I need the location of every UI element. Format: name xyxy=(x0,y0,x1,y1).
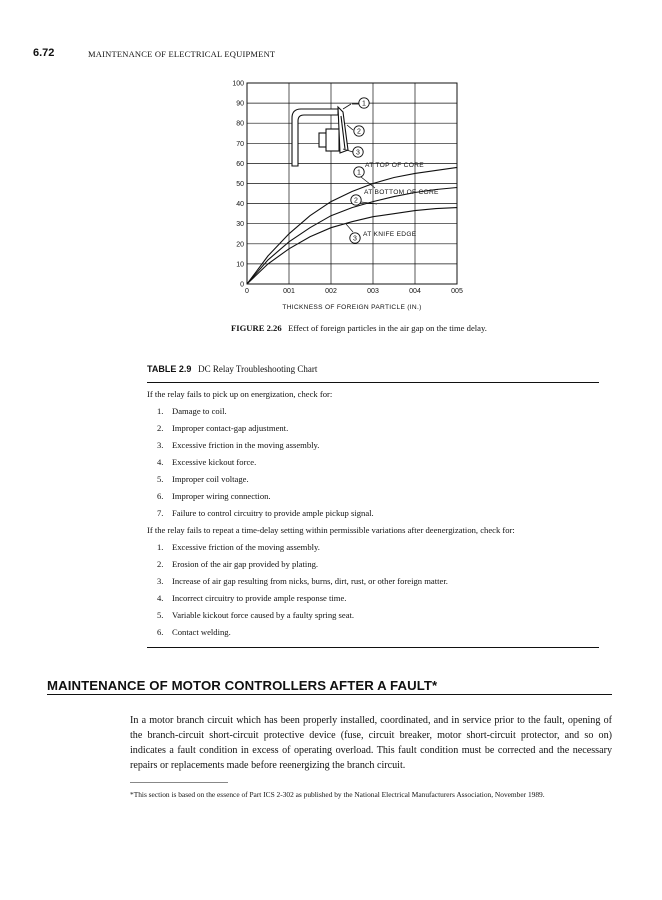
checklist-item xyxy=(147,626,602,643)
checklist-item xyxy=(147,456,602,473)
table-top-rule xyxy=(147,382,599,383)
x-axis-label: THICKNESS OF FOREIGN PARTICLE (IN.) xyxy=(282,304,422,311)
callout-1-text: 1 xyxy=(362,100,366,108)
series-line-1 xyxy=(247,167,457,284)
checklist-pickup xyxy=(147,405,602,524)
checklist-item-number: 6. xyxy=(157,627,164,637)
section-heading: MAINTENANCE OF MOTOR CONTROLLERS AFTER A FAULT* xyxy=(47,678,438,693)
checklist-item-text: Excessive friction of the moving assembly. xyxy=(172,542,320,552)
checklist-item-number: 3. xyxy=(157,440,164,450)
checklist-item-text: Increase of air gap resulting from nicks, burns, dirt, rust, or other foreign matter. xyxy=(172,576,448,586)
x-tick-label: 004 xyxy=(409,288,421,295)
section-paragraph: In a motor branch circuit which has been properly installed, coordinated, and in service prior to the fault, opening of the branch-circuit short-circuit protective device (fuse, circuit breaker, motor short-circuit protector, and so on) indicates a fault condition in excess of operating overload. This fault condition must be corrected and the necessary repairs or replacements made before reenergizing the branch circuit. xyxy=(130,715,612,771)
x-tick-label: 002 xyxy=(325,288,337,295)
checklist-item xyxy=(147,507,602,524)
checklist-item-number: 7. xyxy=(157,508,164,518)
checklist-item-text: Improper wiring connection. xyxy=(172,491,271,501)
table-title xyxy=(147,364,317,374)
y-tick-label: 0 xyxy=(240,281,244,289)
x-tick-label: 0 xyxy=(245,288,249,295)
table-caption: DC Relay Troubleshooting Chart xyxy=(198,364,318,374)
y-tick-label: 60 xyxy=(236,160,244,168)
y-tick-label: 50 xyxy=(236,181,244,188)
series-3-label: AT KNIFE EDGE xyxy=(363,231,417,238)
checklist-item xyxy=(147,490,602,507)
checklist-item-number: 2. xyxy=(157,423,164,433)
series-label-bottom-of-core xyxy=(351,189,439,205)
checklist-item-text: Variable kickout force caused by a faulty spring seat. xyxy=(172,610,355,620)
checklist-item-text: Incorrect circuitry to provide ample response time. xyxy=(172,593,347,603)
checklist-item xyxy=(147,422,602,439)
section-heading-rule xyxy=(47,694,612,695)
checklist-item-text: Contact welding. xyxy=(172,627,231,637)
callout-3-top xyxy=(353,147,363,157)
y-tick-label: 80 xyxy=(236,120,244,128)
series-line-3 xyxy=(247,208,457,284)
checklist-item xyxy=(147,575,602,592)
series-label-knife-edge xyxy=(346,224,417,243)
checklist-item-number: 1. xyxy=(157,542,164,552)
checklist-item-number: 5. xyxy=(157,474,164,484)
checklist-item-text: Excessive friction in the moving assembly. xyxy=(172,440,320,450)
checklist-item-number: 2. xyxy=(157,559,164,569)
y-tick-label: 10 xyxy=(236,261,244,269)
series-2-number: 2 xyxy=(354,197,358,205)
checklist-item-text: Excessive kickout force. xyxy=(172,457,257,467)
checklist-item xyxy=(147,609,602,626)
series-2-label: AT BOTTOM OF CORE xyxy=(364,189,439,196)
checklist-item-text: Failure to control circuitry to provide ample pickup signal. xyxy=(172,508,374,518)
condition-time-delay: If the relay fails to repeat a time-delay setting within permissible variations after deenergization, check for: xyxy=(147,525,515,535)
callout-2-top xyxy=(354,126,364,136)
figure-caption-label: FIGURE 2.26 xyxy=(231,323,282,333)
checklist-item-text: Improper coil voltage. xyxy=(172,474,249,484)
figure-caption xyxy=(231,323,531,334)
checklist-item xyxy=(147,558,602,575)
checklist-item xyxy=(147,473,602,490)
checklist-item-number: 3. xyxy=(157,576,164,586)
y-tick-label: 20 xyxy=(236,241,244,249)
checklist-item-number: 5. xyxy=(157,610,164,620)
figure-caption-text: Effect of foreign particles in the air gap on the time delay. xyxy=(288,323,487,333)
checklist-item-text: Improper contact-gap adjustment. xyxy=(172,423,289,433)
y-tick-label: 70 xyxy=(236,140,244,148)
air-gap-time-delay-chart xyxy=(225,76,470,316)
relay-core-illustration xyxy=(292,107,348,166)
checklist-item xyxy=(147,405,602,422)
series-lines xyxy=(247,167,457,284)
checklist-item-number: 6. xyxy=(157,491,164,501)
y-tick-label: 40 xyxy=(236,201,244,209)
running-title: MAINTENANCE OF ELECTRICAL EQUIPMENT xyxy=(88,49,276,59)
checklist-item-text: Damage to coil. xyxy=(172,406,227,416)
table-bottom-rule xyxy=(147,647,599,648)
series-1-number: 1 xyxy=(357,169,361,177)
x-tick-labels xyxy=(245,288,463,295)
troubleshooting-table xyxy=(147,388,602,643)
series-3-number: 3 xyxy=(353,235,357,243)
checklist-item xyxy=(147,592,602,609)
callout-1-top xyxy=(359,98,369,108)
checklist-item-text: Erosion of the air gap provided by plating. xyxy=(172,559,319,569)
x-tick-label: 003 xyxy=(367,288,379,295)
y-tick-label: 100 xyxy=(232,80,244,88)
y-tick-label: 30 xyxy=(236,221,244,229)
footnote: *This section is based on the essence of Part ICS 2-302 as published by the National Electrical Manufacturers Association, November 1989. xyxy=(130,790,545,799)
condition-pickup: If the relay fails to pick up on energization, check for: xyxy=(147,389,333,399)
checklist-time-delay xyxy=(147,541,602,643)
footnote-rule xyxy=(130,782,228,783)
callout-2-text: 2 xyxy=(357,128,361,136)
x-tick-label: 005 xyxy=(451,288,463,295)
x-tick-label: 001 xyxy=(283,288,295,295)
checklist-item xyxy=(147,439,602,456)
checklist-item xyxy=(147,541,602,558)
callout-3-text: 3 xyxy=(356,149,360,157)
table-label: TABLE 2.9 xyxy=(147,364,192,374)
y-tick-label: 90 xyxy=(236,100,244,108)
checklist-item-number: 4. xyxy=(157,593,164,603)
checklist-item-number: 4. xyxy=(157,457,164,467)
checklist-item-number: 1. xyxy=(157,406,164,416)
y-tick-labels xyxy=(232,81,244,289)
series-1-label: AT TOP OF CORE xyxy=(365,162,424,169)
series-label-top-of-core xyxy=(354,162,424,188)
chart-grid xyxy=(247,83,457,284)
page-number: 6.72 xyxy=(33,47,55,59)
